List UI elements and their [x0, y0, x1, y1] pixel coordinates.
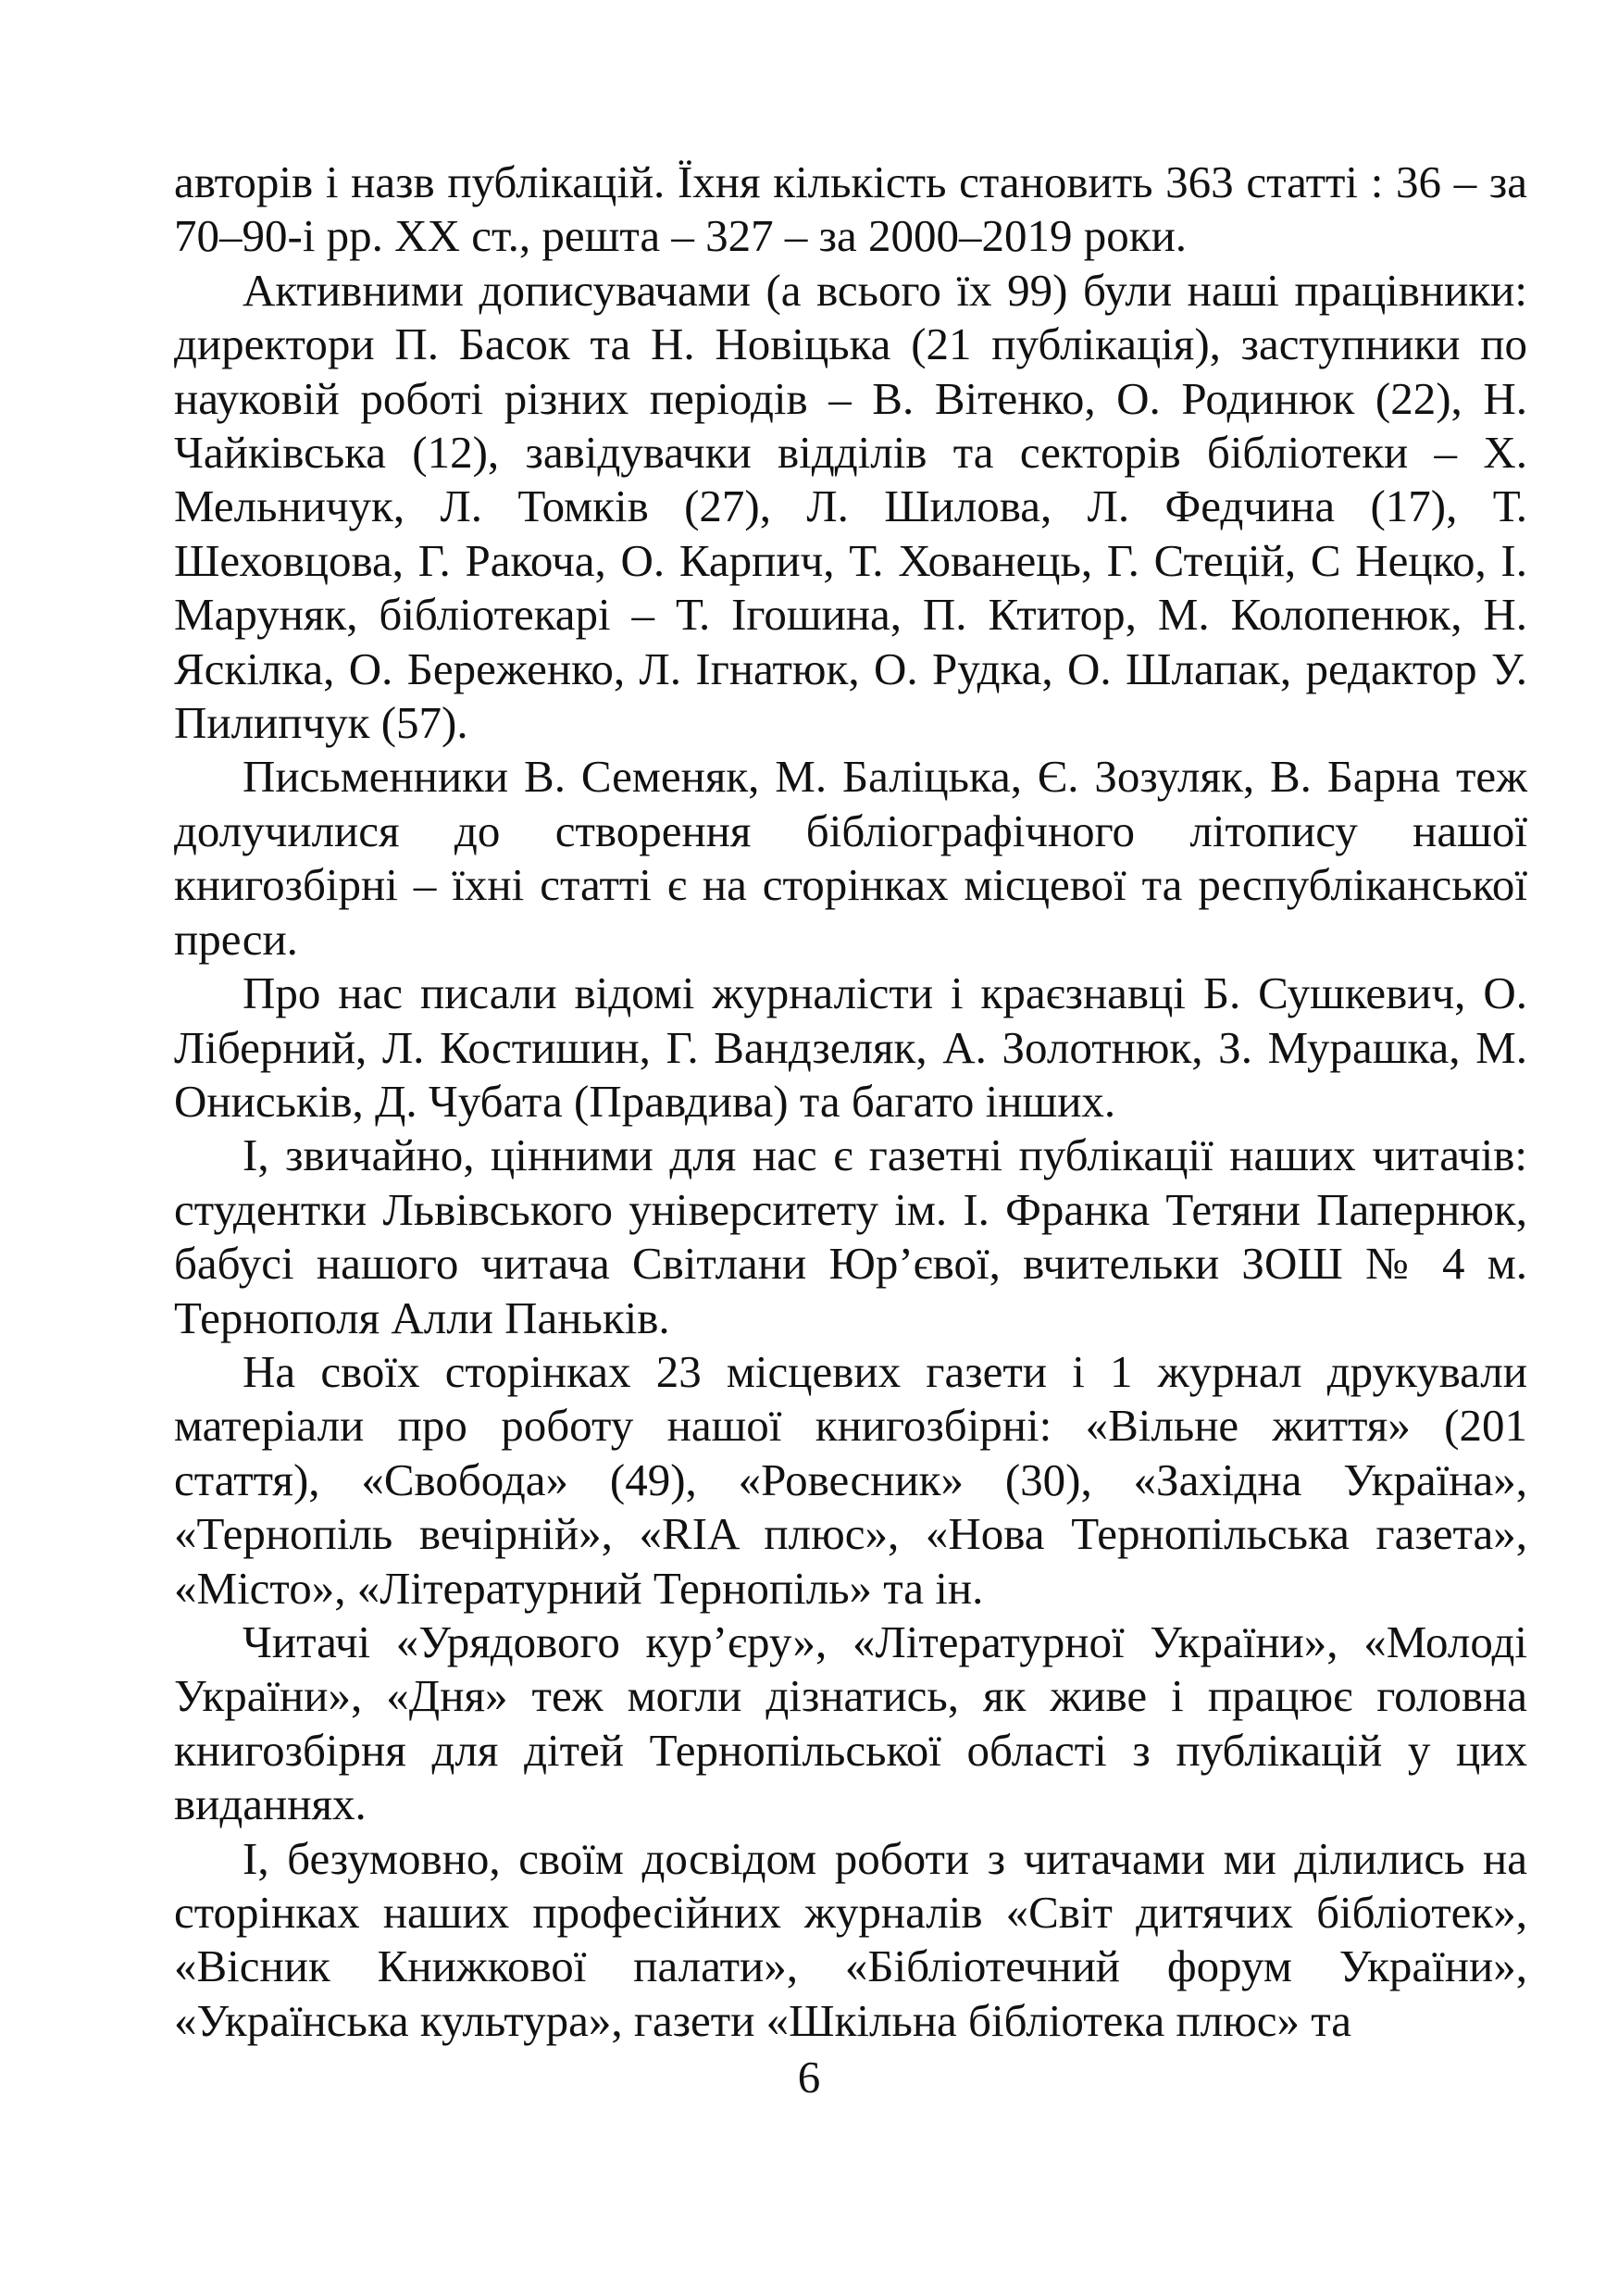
paragraph-3: Письменники В. Семеняк, М. Баліцька, Є. Зозуляк, В. Барна теж долучилися до створення бібліографічного літопису нашої книгозбірні – їхні статті є на сторінках місцевої та республіканської преси.	[174, 751, 1527, 965]
paragraph-1: авторів і назв публікацій. Їхня кількість становить 363 статті : 36 – за 70–90-і рр. XX ст., решта – 327 – за 2000–2019 роки.	[174, 156, 1527, 262]
document-body	[174, 156, 1527, 2048]
paragraph-6: На своїх сторінках 23 місцевих газети і 1 журнал друкували матеріали про роботу нашої книгозбірні: «Вільне життя» (201 стаття), «Свобода» (49), «Ровесник» (30), «Західна Україна», «Тернопіль вечірній», «RIA плюс», «Нова Тернопільська газета», «Місто», «Літературний Тернопіль» та ін.	[174, 1345, 1527, 1614]
paragraph-4: Про нас писали відомі журналісти і краєзнавці Б. Сушкевич, О. Ліберний, Л. Костишин, Г. Вандзеляк, А. Золотнюк, З. Мурашка, М. Ониськів, Д. Чубата (Правдива) та багато інших.	[174, 967, 1527, 1127]
paragraph-5: І, звичайно, цінними для нас є газетні публікації наших читачів: студентки Львівського університету ім. І. Франка Тетяни Папернюк, бабусі нашого читача Світлани Юр’євої, вчительки ЗОШ № 4 м. Тернополя Алли Паньків.	[174, 1129, 1527, 1343]
page-number: 6	[797, 2052, 821, 2103]
paragraph-8: І, безумовно, своїм досвідом роботи з читачами ми ділились на сторінках наших професійних журналів «Світ дитячих бібліотек», «Вісник Книжкової палати», «Бібліотечний форум України», «Українська культура», газети «Шкільна бібліотека плюс» та	[174, 1832, 1527, 2046]
paragraph-7: Читачі «Урядового кур’єру», «Літературної України», «Молоді України», «Дня» теж могли дізнатись, як живе і працює головна книгозбірня для дітей Тернопільської області з публікацій у цих виданнях.	[174, 1616, 1527, 1830]
paragraph-2: Активними дописувачами (а всього їх 99) були наші працівники: директори П. Басок та Н. Новіцька (21 публікація), заступники по науковій роботі різних періодів – В. Вітенко, О. Родинюк (22), Н. Чайківська (12), завідувачки відділів та секторів бібліотеки – Х. Мельничук, Л. Томків (27), Л. Шилова, Л. Федчина (17), Т. Шеховцова, Г. Ракоча, О. Карпич, Т. Хованець, Г. Стецій, С Нецко, І. Маруняк, бібліотекарі – Т. Ігошина, П. Ктитор, М. Колопенюк, Н. Яскілка, О. Береженко, Л. Ігнатюк, О. Рудка, О. Шлапак, редактор У. Пилипчук (57).	[174, 264, 1527, 749]
